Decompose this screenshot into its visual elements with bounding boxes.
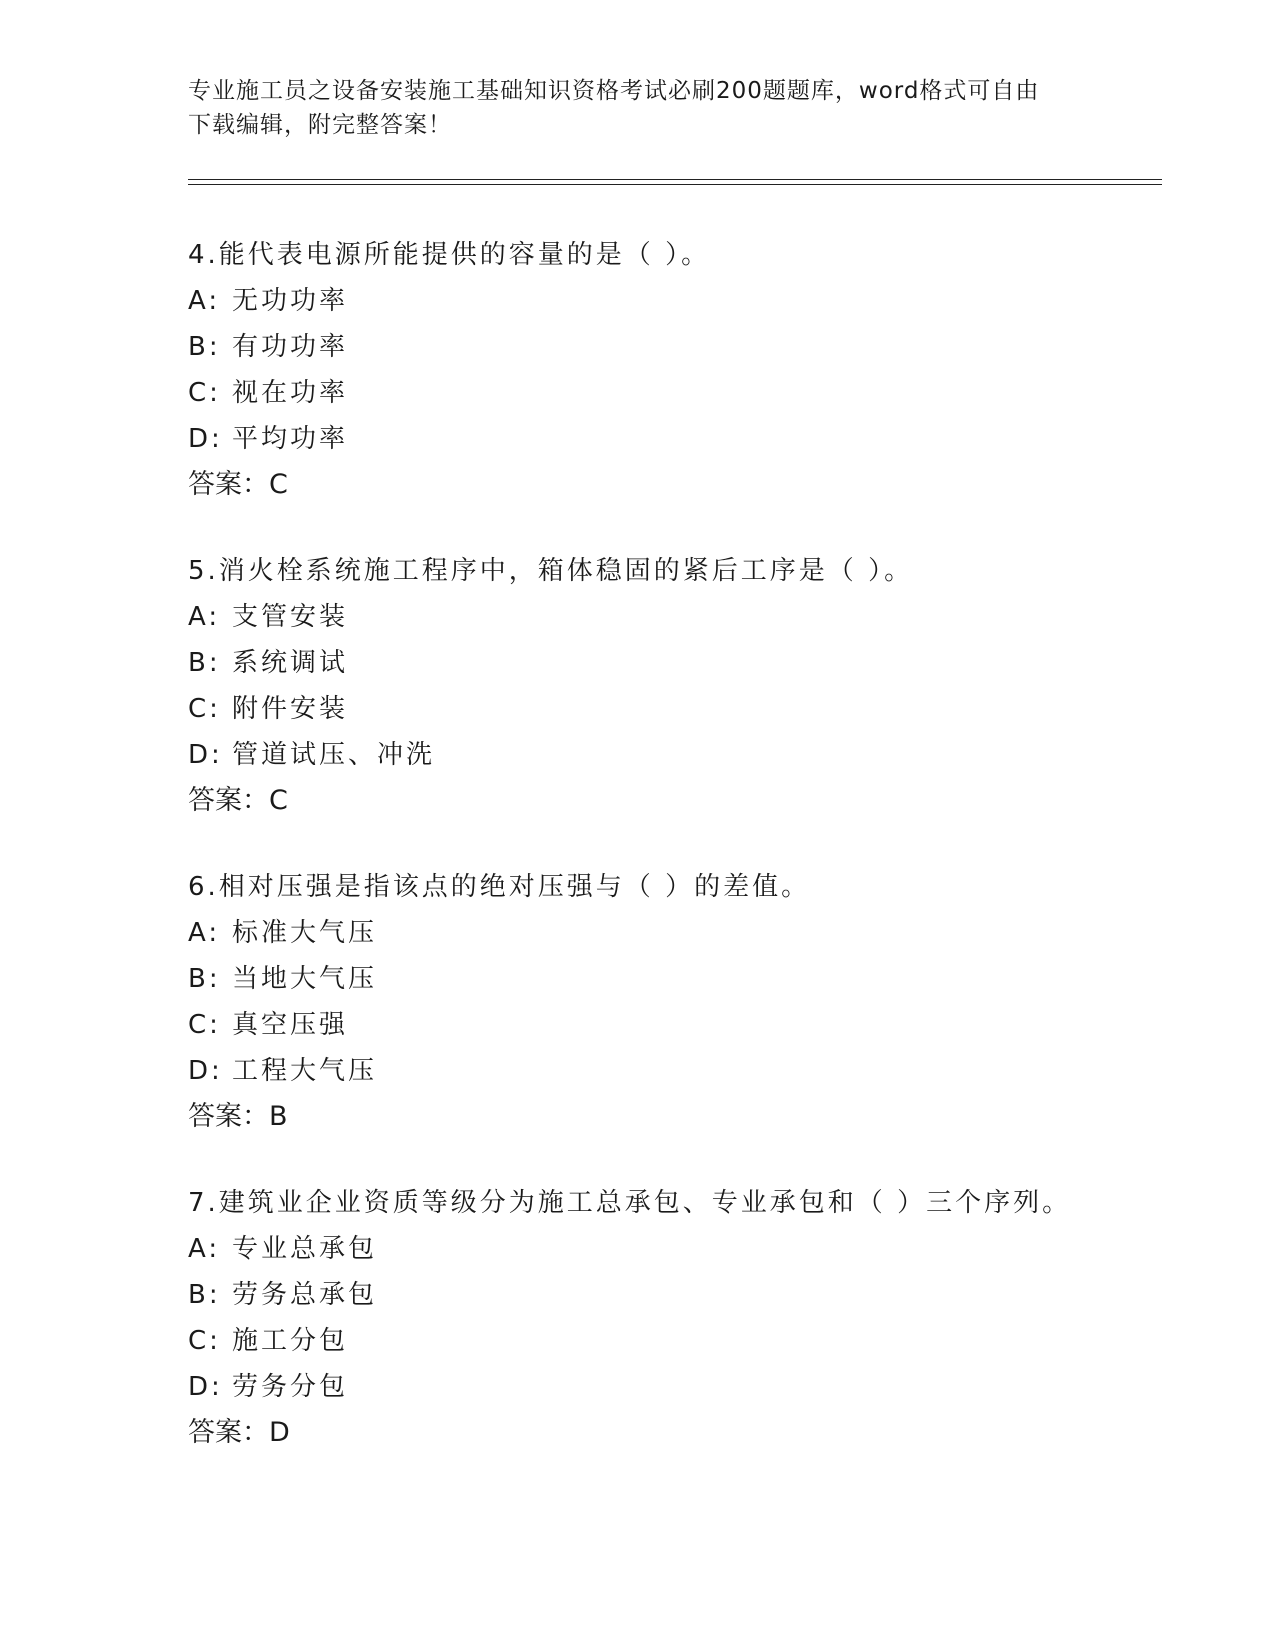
option-text: 当地大气压 [232,964,378,994]
header-divider-top [188,179,1162,180]
option-text: 支管安装 [232,602,349,632]
option-text: 附件安装 [232,694,349,724]
option-a [188,278,1188,324]
option-text: 专业总承包 [232,1234,378,1264]
question-stem: 4.能代表电源所能提供的容量的是（ ）。 [188,240,711,270]
option-text: 有功功率 [232,332,349,362]
option-key: C: [188,1326,221,1356]
option-text: 劳务总承包 [232,1280,378,1310]
option-key: B: [188,964,221,994]
answer-line: 答案：B [188,1101,288,1132]
option-a [188,910,1188,956]
option-text: 系统调试 [232,648,349,678]
question-stem: 6.相对压强是指该点的绝对压强与（ ）的差值。 [188,872,811,902]
option-d [188,1048,1188,1094]
option-c [188,1318,1188,1364]
option-key: A: [188,1234,221,1264]
option-text: 施工分包 [232,1326,349,1356]
document-header [188,74,1088,142]
option-c [188,370,1188,416]
option-key: B: [188,1280,221,1310]
question-block [188,548,1188,824]
option-key: C: [188,694,221,724]
option-key: C: [188,1010,221,1040]
option-d [188,1364,1188,1410]
option-key: A: [188,286,221,316]
answer-line: 答案：C [188,469,288,500]
option-text: 工程大气压 [232,1056,378,1086]
option-text: 劳务分包 [232,1372,349,1402]
option-text: 真空压强 [232,1010,349,1040]
option-text: 视在功率 [232,378,349,408]
header-line-1: 专业施工员之设备安装施工基础知识资格考试必刷200题题库，word格式可自由 [188,78,1040,104]
option-text: 管道试压、冲洗 [232,740,436,770]
question-block [188,232,1188,508]
header-divider-bottom [188,184,1162,185]
option-b [188,956,1188,1002]
option-key: D: [188,1056,223,1086]
option-c [188,1002,1188,1048]
option-d [188,416,1188,462]
option-key: A: [188,918,221,948]
question-stem: 5.消火栓系统施工程序中，箱体稳固的紧后工序是（ ）。 [188,556,914,586]
option-b [188,640,1188,686]
option-key: B: [188,648,221,678]
answer-line: 答案：C [188,785,288,816]
option-text: 平均功率 [232,424,349,454]
option-text: 标准大气压 [232,918,378,948]
option-key: B: [188,332,221,362]
question-stem: 7.建筑业企业资质等级分为施工总承包、专业承包和（ ）三个序列。 [188,1188,1072,1218]
option-key: C: [188,378,221,408]
option-a [188,594,1188,640]
option-key: A: [188,602,221,632]
question-block [188,1180,1188,1456]
option-text: 无功功率 [232,286,349,316]
option-d [188,732,1188,778]
option-b [188,1272,1188,1318]
option-key: D: [188,424,223,454]
question-block [188,864,1188,1140]
option-key: D: [188,740,223,770]
option-key: D: [188,1372,223,1402]
answer-line: 答案：D [188,1417,290,1448]
header-line-2: 下载编辑，附完整答案！ [188,112,452,138]
option-a [188,1226,1188,1272]
option-b [188,324,1188,370]
option-c [188,686,1188,732]
